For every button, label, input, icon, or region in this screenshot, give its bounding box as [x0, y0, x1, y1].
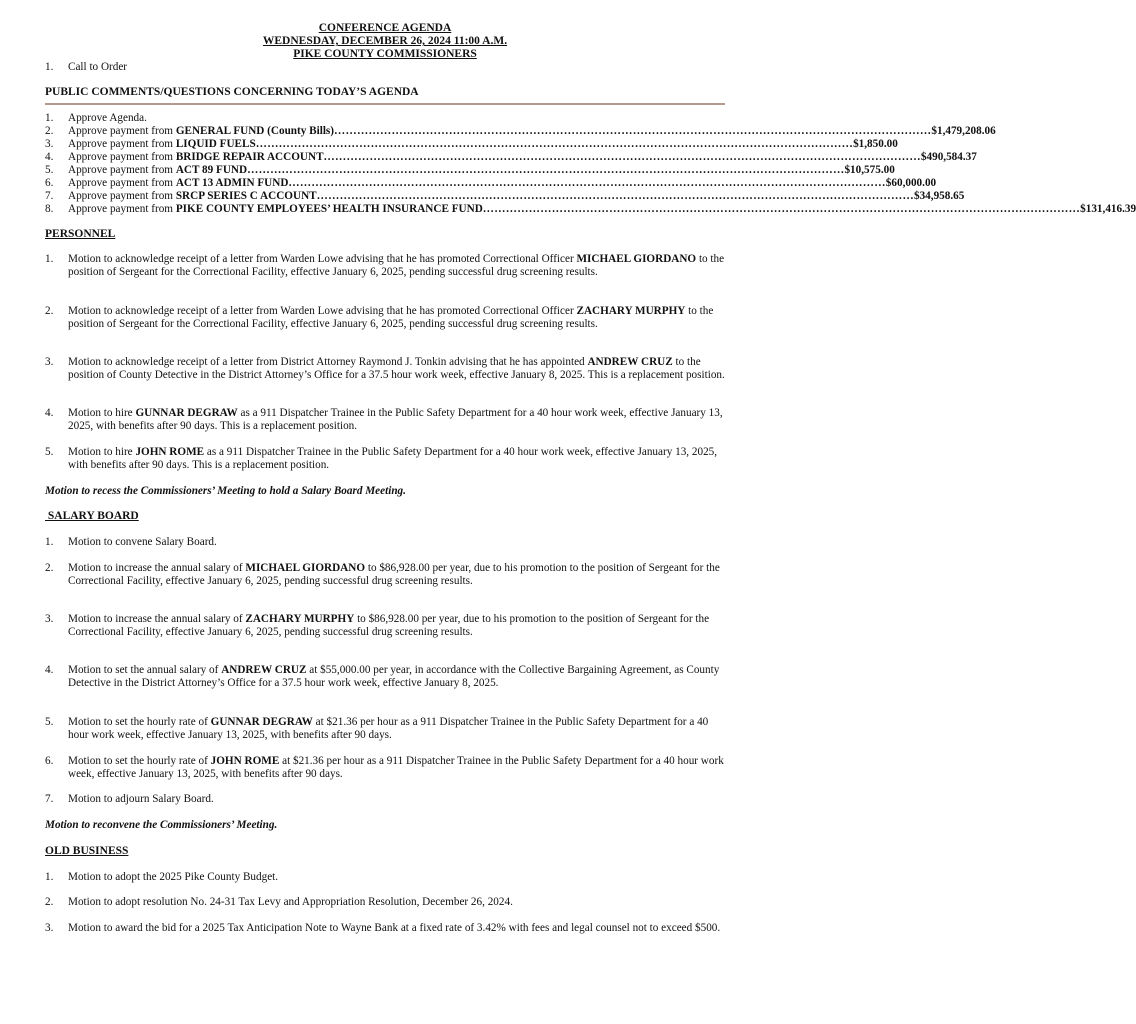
item-text: Motion to award the bid for a 2025 Tax Anticipation Note to Wayne Bank at a fixed rate of 3.42% with fees and legal counsel not to exceed $500.	[68, 922, 721, 934]
approval-prefix: Approve Agenda.	[68, 112, 147, 124]
item-number: 7.	[45, 793, 54, 805]
person-name: MICHAEL GIORDANO	[245, 562, 366, 574]
approval-label	[68, 203, 483, 216]
fund-name: BRIDGE REPAIR ACCOUNT	[175, 151, 324, 163]
agenda-title: CONFERENCE AGENDA	[318, 22, 452, 34]
item-number: 2.	[45, 896, 54, 908]
approval-label	[68, 164, 247, 177]
person-name: ANDREW CRUZ	[587, 356, 673, 368]
item-number: 1.	[45, 253, 54, 265]
payment-amount: $490,584.37	[920, 151, 977, 163]
item-text-lead: Motion to hire	[68, 407, 136, 419]
item-number: 8.	[45, 203, 54, 215]
fund-name: ACT 89 FUND	[175, 164, 248, 176]
fund-name: PIKE COUNTY EMPLOYEES’ HEALTH INSURANCE FUND	[175, 203, 483, 215]
approval-prefix: Approve payment from	[68, 138, 176, 150]
item-text-rest: to the position of Sergeant for the Correctional Facility, effective January 6, 2025, pending successful drug screening results.	[68, 305, 714, 330]
person-name: ZACHARY MURPHY	[576, 305, 686, 317]
section-divider	[45, 103, 725, 105]
item-text-rest: at $21.36 per hour as a 911 Dispatcher Trainee in the Public Safety Department for a 40 hour work week, effective January 13, 2025, with benefits after 90 days.	[68, 716, 709, 741]
item-text: Call to Order	[68, 61, 128, 73]
item-number: 4.	[45, 407, 54, 419]
item-text-rest: to the position of Sergeant for the Correctional Facility, effective January 6, 2025, pending successful drug screening results.	[68, 253, 725, 278]
approval-label	[68, 190, 317, 203]
item-text	[68, 407, 730, 433]
person-name: MICHAEL GIORDANO	[576, 253, 697, 265]
item-text-lead: Motion to acknowledge receipt of a letter from Warden Lowe advising that he has promoted Correctional Officer	[68, 305, 577, 317]
person-name: JOHN ROME	[210, 755, 280, 767]
old-business-heading: OLD BUSINESS	[45, 845, 129, 857]
approval-text	[68, 112, 730, 125]
item-number: 6.	[45, 755, 54, 767]
item-number: 5.	[45, 164, 54, 176]
approval-text	[68, 190, 965, 203]
item-text-lead: Motion to hire	[68, 446, 136, 458]
approval-label	[68, 125, 334, 138]
leader-dots: …………………………………………………………………………………………………………………………………………	[316, 190, 914, 202]
item-text	[68, 446, 730, 472]
item-text-rest: at $21.36 per hour as a 911 Dispatcher Trainee in the Public Safety Department for a 40 hour work week, effective January 13, 2025, with benefits after 90 days.	[68, 755, 724, 780]
approval-prefix: Approve payment from	[68, 125, 176, 137]
item-number: 2.	[45, 562, 54, 574]
approval-label	[68, 138, 256, 151]
approval-prefix: Approve payment from	[68, 203, 176, 215]
item-text	[68, 253, 730, 279]
item-text	[68, 562, 730, 588]
salary-board-heading: SALARY BOARD	[45, 510, 139, 522]
item-number: 1.	[45, 536, 54, 548]
item-number: 4.	[45, 151, 54, 163]
fund-name: SRCP SERIES C ACCOUNT	[175, 190, 317, 202]
payment-amount: $1,850.00	[853, 138, 898, 150]
item-text	[68, 305, 730, 331]
recess-note: Motion to recess the Commissioners’ Meeting to hold a Salary Board Meeting.	[45, 485, 406, 497]
agenda-date-line: WEDNESDAY, DECEMBER 26, 2024 11:00 A.M.	[262, 35, 508, 47]
item-text-rest: to $86,928.00 per year, due to his promotion to the position of Sergeant for the Correctional Facility, effective January 6, 2025, pending successful drug screening results.	[68, 613, 710, 638]
item-text: Motion to adopt resolution No. 24-31 Tax Levy and Appropriation Resolution, December 26, 2024.	[68, 896, 513, 908]
item-text-lead: Motion to increase the annual salary of	[68, 562, 246, 574]
item-text-lead: Motion to adjourn Salary Board.	[68, 793, 214, 805]
approval-prefix: Approve payment from	[68, 177, 176, 189]
item-number: 1.	[45, 871, 54, 883]
public-comments-heading: PUBLIC COMMENTS/QUESTIONS CONCERNING TODAY’S AGENDA	[45, 86, 419, 98]
item-number: 6.	[45, 177, 54, 189]
item-text-lead: Motion to set the hourly rate of	[68, 716, 211, 728]
item-text-lead: Motion to acknowledge receipt of a letter from District Attorney Raymond J. Tonkin advising that he has appointed	[68, 356, 588, 368]
leader-dots: …………………………………………………………………………………………………………………………………………	[288, 177, 886, 189]
item-number: 3.	[45, 922, 54, 934]
payment-amount: $1,479,208.06	[931, 125, 996, 137]
approval-text	[68, 138, 898, 151]
item-text	[68, 755, 730, 781]
item-text	[68, 793, 730, 806]
approval-prefix: Approve payment from	[68, 151, 176, 163]
reconvene-note: Motion to reconvene the Commissioners’ Meeting.	[45, 819, 278, 831]
payment-amount: $34,958.65	[913, 190, 965, 202]
item-text	[68, 613, 730, 639]
item-number: 7.	[45, 190, 54, 202]
item-number: 1.	[45, 61, 54, 73]
personnel-heading: PERSONNEL	[45, 228, 116, 240]
item-text-rest: to the position of County Detective in the District Attorney’s Office for a 37.5 hour work week, effective January 8, 2025. This is a replacement position.	[68, 356, 725, 381]
agenda-header	[0, 22, 770, 61]
item-text-lead: Motion to set the hourly rate of	[68, 755, 211, 767]
leader-dots: …………………………………………………………………………………………………………………………………………	[323, 151, 921, 163]
leader-dots: …………………………………………………………………………………………………………………………………………	[247, 164, 845, 176]
person-name: JOHN ROME	[135, 446, 205, 458]
item-text	[68, 356, 730, 382]
fund-name: ACT 13 ADMIN FUND	[175, 177, 289, 189]
item-text-lead: Motion to increase the annual salary of	[68, 613, 246, 625]
item-number: 2.	[45, 305, 54, 317]
payment-amount: $131,416.39	[1080, 203, 1136, 215]
approval-label	[68, 151, 324, 164]
item-number: 4.	[45, 664, 54, 676]
person-name: ANDREW CRUZ	[221, 664, 307, 676]
leader-dots: …………………………………………………………………………………………………………………………………………	[334, 125, 932, 137]
agenda-board: PIKE COUNTY COMMISSIONERS	[293, 48, 477, 60]
item-text-lead: Motion to acknowledge receipt of a letter from Warden Lowe advising that he has promoted Correctional Officer	[68, 253, 577, 265]
item-number: 5.	[45, 716, 54, 728]
item-number: 5.	[45, 446, 54, 458]
item-text	[68, 664, 730, 690]
item-text-rest: as a 911 Dispatcher Trainee in the Public Safety Department for a 40 hour work week, effective January 13, 2025, with benefits after 90 days. This is a replacement position.	[68, 446, 718, 471]
item-number: 3.	[45, 138, 54, 150]
item-number: 2.	[45, 125, 54, 137]
item-text-lead: Motion to convene Salary Board.	[68, 536, 217, 548]
approval-text	[68, 151, 977, 164]
approval-prefix: Approve payment from	[68, 164, 176, 176]
approval-text	[68, 177, 937, 190]
item-text	[68, 716, 730, 742]
approval-text	[68, 125, 996, 138]
payment-amount: $10,575.00	[844, 164, 895, 176]
item-text: Motion to adopt the 2025 Pike County Budget.	[68, 871, 279, 883]
fund-name: LIQUID FUELS	[175, 138, 256, 150]
item-number: 3.	[45, 613, 54, 625]
payment-amount: $60,000.00	[885, 177, 937, 189]
item-number: 3.	[45, 356, 54, 368]
item-text-rest: at $55,000.00 per year, in accordance with the Collective Bargaining Agreement, as County Detective in the District Attorney’s Office for a 37.5 hour work week, effective January 8, 2025.	[68, 664, 720, 689]
leader-dots: …………………………………………………………………………………………………………………………………………	[255, 138, 854, 150]
person-name: GUNNAR DEGRAW	[135, 407, 238, 419]
approval-prefix: Approve payment from	[68, 190, 176, 202]
leader-dots: …………………………………………………………………………………………………………………………………………	[482, 203, 1081, 215]
approval-label	[68, 112, 147, 125]
approval-text	[68, 164, 895, 177]
person-name: ZACHARY MURPHY	[245, 613, 355, 625]
item-text-lead: Motion to set the annual salary of	[68, 664, 222, 676]
fund-name: GENERAL FUND (County Bills)	[175, 125, 335, 137]
item-number: 1.	[45, 112, 54, 124]
item-text-rest: to $86,928.00 per year, due to his promotion to the position of Sergeant for the Correctional Facility, effective January 6, 2025, pending successful drug screening results.	[68, 562, 720, 587]
item-text-rest: as a 911 Dispatcher Trainee in the Public Safety Department for a 40 hour work week, effective January 13, 2025, with benefits after 90 days. This is a replacement position.	[68, 407, 723, 432]
person-name: GUNNAR DEGRAW	[210, 716, 313, 728]
item-text	[68, 536, 730, 549]
approval-text	[68, 203, 1136, 216]
approval-label	[68, 177, 288, 190]
